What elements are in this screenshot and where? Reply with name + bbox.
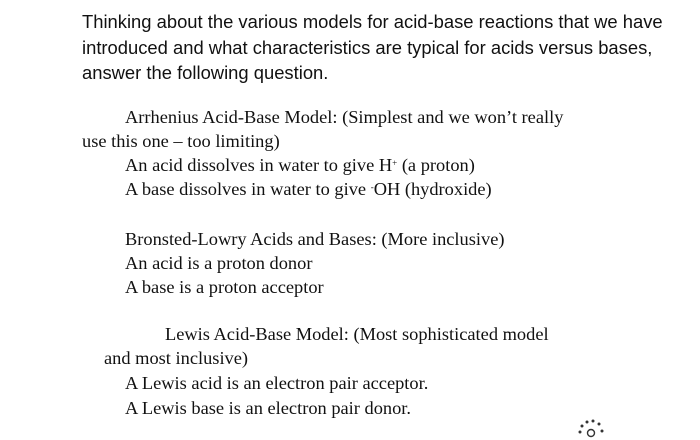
loading-spinner-icon	[576, 419, 606, 440]
arrhenius-base-text-2: OH (hydroxide)	[373, 179, 492, 199]
question-intro: Thinking about the various models for acid-base reactions that we have introduced and what characteristics are typical for acids versus bases, answer the following question.	[82, 11, 663, 83]
bronsted-acid-definition: An acid is a proton donor	[125, 253, 313, 273]
lewis-heading-line1: Lewis Acid-Base Model: (Most sophisticated model	[165, 324, 549, 344]
arrhenius-acid-definition	[125, 154, 475, 176]
arrhenius-acid-text-2: (a proton)	[401, 155, 475, 175]
proton-charge: +	[392, 158, 398, 168]
arrhenius-acid-text: An acid dissolves in water to give H	[125, 155, 393, 175]
bronsted-base-definition: A base is a proton acceptor	[125, 277, 324, 297]
bronsted-heading: Bronsted-Lowry Acids and Bases: (More inclusive)	[125, 229, 505, 249]
arrhenius-base-text: A base dissolves in water to give	[125, 179, 371, 199]
arrhenius-heading-line2: use this one – too limiting)	[82, 131, 280, 151]
arrhenius-base-definition	[125, 178, 492, 200]
lewis-base-definition: A Lewis base is an electron pair donor.	[125, 398, 411, 418]
lewis-acid-definition: A Lewis acid is an electron pair acceptor.	[125, 373, 429, 393]
lewis-heading-line2: and most inclusive)	[104, 348, 249, 368]
arrhenius-heading-line1: Arrhenius Acid-Base Model: (Simplest and we won’t really	[125, 107, 564, 127]
hydroxide-charge: -	[370, 182, 374, 192]
